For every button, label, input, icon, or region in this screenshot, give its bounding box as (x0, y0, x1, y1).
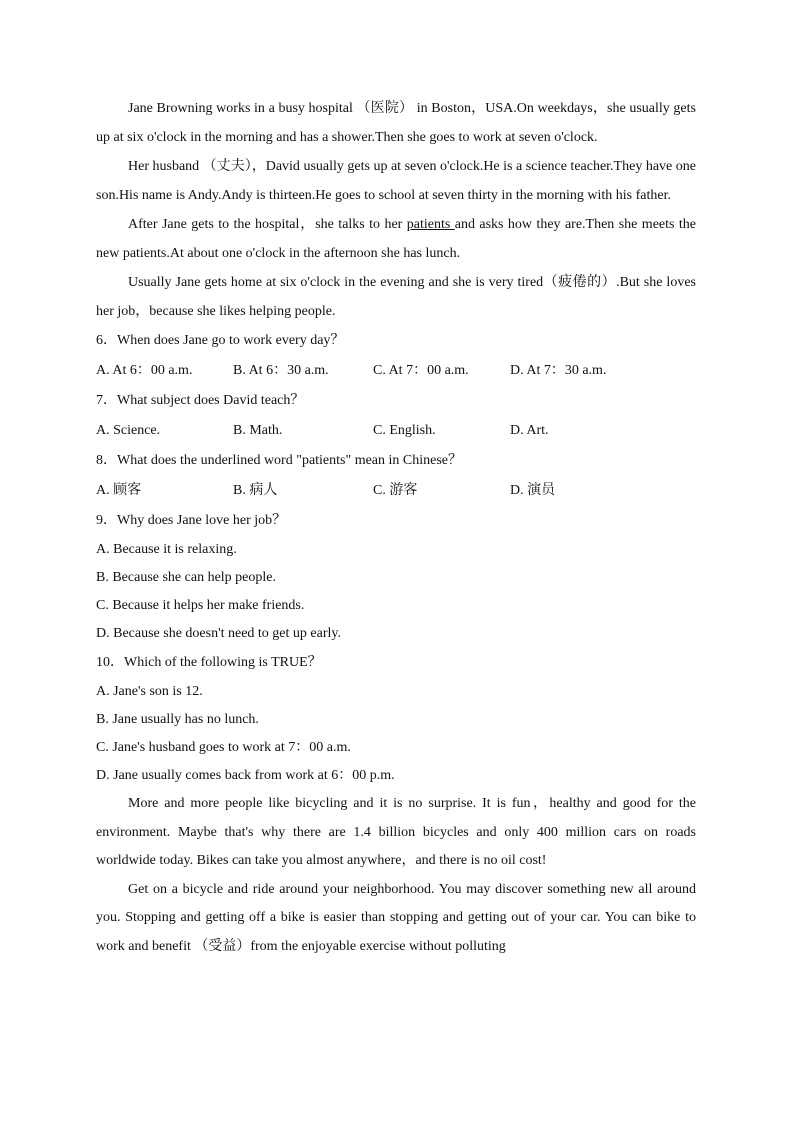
question-8-stem: 8．What does the underlined word "patients" mean in Chinese？ (96, 453, 463, 468)
question-6-option-c[interactable]: C. At 7：00 a.m. (373, 363, 469, 378)
question-7-option-c[interactable]: C. English. (373, 423, 436, 438)
question-9-option-a[interactable]: A. Because it is relaxing. (96, 542, 237, 557)
question-10-option-b[interactable]: B. Jane usually has no lunch. (96, 712, 259, 727)
question-8-option-c[interactable]: C. 游客 (373, 483, 418, 498)
question-10-option-c[interactable]: C. Jane's husband goes to work at 7：00 a.m. (96, 740, 351, 755)
question-10-option-d[interactable]: D. Jane usually comes back from work at 6：00 p.m. (96, 768, 395, 783)
passage2-paragraph-1: More and more people like bicycling and it is no surprise. It is fun，healthy and good for the environment. Maybe that's why there are 1.4 billion bicycles and only 400 million cars on roads worldwide today. Bikes can take you almost anywhere，and there is no oil cost! (96, 796, 696, 868)
question-8-option-d[interactable]: D. 演员 (510, 483, 556, 498)
question-6-option-d[interactable]: D. At 7：30 a.m. (510, 363, 607, 378)
passage1-paragraph-1: Jane Browning works in a busy hospital （医院） in Boston，USA.On weekdays，she usually gets up at six o'clock in the morning and has a shower.Then she goes to work at seven o'clock. (96, 101, 696, 145)
document-page (96, 94, 696, 961)
passage1-paragraph-3-start: After Jane gets to the hospital，she talks to her (128, 217, 407, 232)
question-7-option-a[interactable]: A. Science. (96, 423, 161, 438)
question-9-option-c[interactable]: C. Because it helps her make friends. (96, 598, 305, 613)
question-7-option-b[interactable]: B. Math. (233, 423, 283, 438)
question-7-options (96, 416, 696, 446)
question-8-option-b[interactable]: B. 病人 (233, 483, 278, 498)
question-9-stem: 9．Why does Jane love her job？ (96, 513, 287, 528)
underlined-word-patients: patients (406, 217, 455, 232)
question-6-option-b[interactable]: B. At 6：30 a.m. (233, 363, 329, 378)
passage1-paragraph-4: Usually Jane gets home at six o'clock in the evening and she is very tired（疲倦的）.But she loves her job，because she likes helping people. (96, 275, 696, 319)
passage1-paragraph-3-end: and asks how they are.Then she meets the new patients.At about one o'clock in the afternoon she has lunch. (96, 217, 696, 261)
passage1-paragraph-3 (96, 210, 696, 268)
question-10-stem: 10．Which of the following is TRUE？ (96, 655, 322, 670)
question-6-stem: 6．When does Jane go to work every day？ (96, 333, 345, 348)
question-7-stem: 7．What subject does David teach？ (96, 393, 305, 408)
question-8-option-a[interactable]: A. 顾客 (96, 483, 142, 498)
question-9-option-d[interactable]: D. Because she doesn't need to get up early. (96, 626, 341, 641)
passage2-paragraph-2: Get on a bicycle and ride around your neighborhood. You may discover something new all around you. Stopping and getting off a bike is easier than stopping and getting out of your car. You can bike to work and benefit （受益）from the enjoyable exercise without polluting (96, 881, 696, 954)
question-9-option-b[interactable]: B. Because she can help people. (96, 570, 276, 585)
question-8-options (96, 476, 696, 506)
question-6-option-a[interactable]: A. At 6：00 a.m. (96, 363, 193, 378)
passage1-paragraph-2: Her husband （丈夫），David usually gets up at seven o'clock.He is a science teacher.They have one son.His name is Andy.Andy is thirteen.He goes to school at seven thirty in the morning with his father. (96, 159, 696, 203)
question-10-option-a[interactable]: A. Jane's son is 12. (96, 684, 203, 699)
question-7-option-d[interactable]: D. Art. (510, 423, 549, 438)
question-6-options (96, 356, 696, 386)
